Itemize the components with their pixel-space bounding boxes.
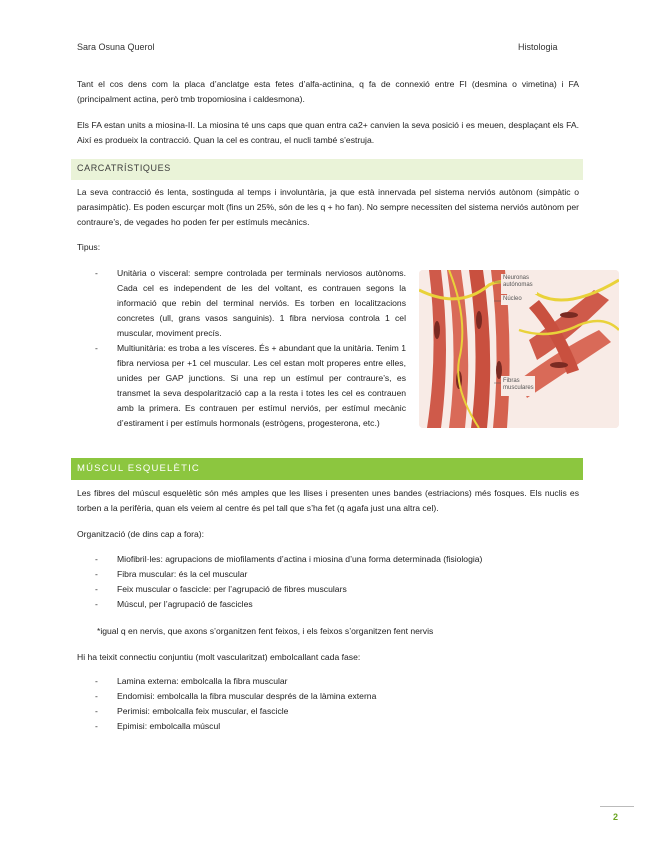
header-subject: Histologia (518, 42, 558, 52)
intro-paragraph-2: Els FA estan units a miosina-II. La miosina té uns caps que quan entra ca2+ canvien la seva posició i es meuen, desplaçant els FA. Així es produeix la contracció. Quan la cel es contrau, el nucli també s’estruja. (77, 120, 579, 145)
list-item: - Perimisi: embolcalla feix muscular, el fascicle (95, 704, 575, 719)
section-heading-skeletal-muscle (71, 458, 583, 480)
list-item: - Múscul, per l’agrupació de fascicles (95, 597, 575, 612)
header-author: Sara Osuna Querol (77, 42, 155, 52)
skeletal-muscle-paragraph: Les fibres del múscul esquelètic són més amples que les llises i presenten unes bandes (estriacions) més fosques. Els nuclis es torben a la perifèria, quan els veiem al centre és pel tall que s’ha fet (q agafa just una altra cel). (77, 488, 579, 513)
connective-tissue-label: Hi ha teixit connectiu conjuntiu (molt vascularitzat) embolcallant cada fase: (77, 652, 361, 662)
intro-paragraph-1: Tant el cos dens com la placa d’anclatge esta fetes d’alfa-actinina, q fa de connexió entre FI (desmina o vimetina) i FA (principalment actina, però tmb tropomiosina i caldesmona). (77, 79, 579, 104)
list-item-multiunitary: - Multiunitària: es troba a les vísceres. És + abundant que la unitària. Tenim 1 fibra nerviosa per +1 cel muscular. Les cel estan molt properes entre elles, unides per GAP junctions. Si una rep un estímul per contraure’s, es transmet la seva despolarització cap a la resta i totes les cel es contrauen amb la primera. Es contrauen per estímul nerviós, per estímul mecànic d’estirament i per estímuls hormonals (estrògens, progesterona, etc.) (95, 341, 406, 431)
figure-label-fibers: Fibras musculares (503, 378, 534, 391)
figure-label-nucleus: Núcleo (503, 296, 522, 302)
smooth-muscle-illustration (419, 270, 619, 428)
section-title: MÚSCUL ESQUELÈTIC (77, 463, 200, 474)
list-item-unitary: - Unitària o visceral: sempre controlada per terminals nerviosos autònoms. Cada cel es independent de les del voltant, es contrauen segons la informació que rebin del terminal nerviós. Es torben en localitzacions concretes (ull, grans vasos sanguinis). 1 fibra nerviosa controla 1 cel muscular, moviment precís. (95, 266, 406, 341)
organization-list (95, 552, 575, 612)
types-label: Tipus: (77, 242, 101, 252)
section-heading-characteristics (71, 159, 583, 180)
list-item: - Feix muscular o fascicle: per l’agrupació de fibres musculars (95, 582, 575, 597)
smooth-muscle-figure (419, 270, 619, 428)
list-item: - Fibra muscular: és la cel muscular (95, 567, 575, 582)
note-text: *igual q en nervis, que axons s’organitzen fent feixos, i els feixos s’organitzen fent nervis (97, 626, 434, 636)
section-title: CARCATRÍSTIQUES (77, 163, 171, 173)
characteristics-paragraph: La seva contracció és lenta, sostinguda al temps i involuntària, ja que està innervada pel sistema nerviós autònom (simpàtic o parasimpàtic). Es poden escurçar molt (fins un 25%, són de les q + ho fan). No sempre necessiten del sistema nerviós autònom per contraure’s, de vegades ho poden fer per estímuls mecànics. (77, 187, 579, 227)
list-item: - Lamina externa: embolcalla la fibra muscular (95, 674, 575, 689)
list-item: - Endomisi: embolcalla la fibra muscular després de la làmina externa (95, 689, 575, 704)
organization-label: Organització (de dins cap a fora): (77, 529, 205, 539)
types-list (95, 266, 406, 431)
figure-label-neurons: Neuronas autónomas (503, 275, 533, 288)
footer-divider (600, 806, 634, 807)
list-item: - Epimisi: embolcalla múscul (95, 719, 575, 734)
connective-tissue-list (95, 674, 575, 734)
list-item: - Miofibril·les: agrupacions de miofilaments d’actina i miosina d’una forma determinada (fisiologia) (95, 552, 575, 567)
page-number: 2 (613, 812, 619, 822)
